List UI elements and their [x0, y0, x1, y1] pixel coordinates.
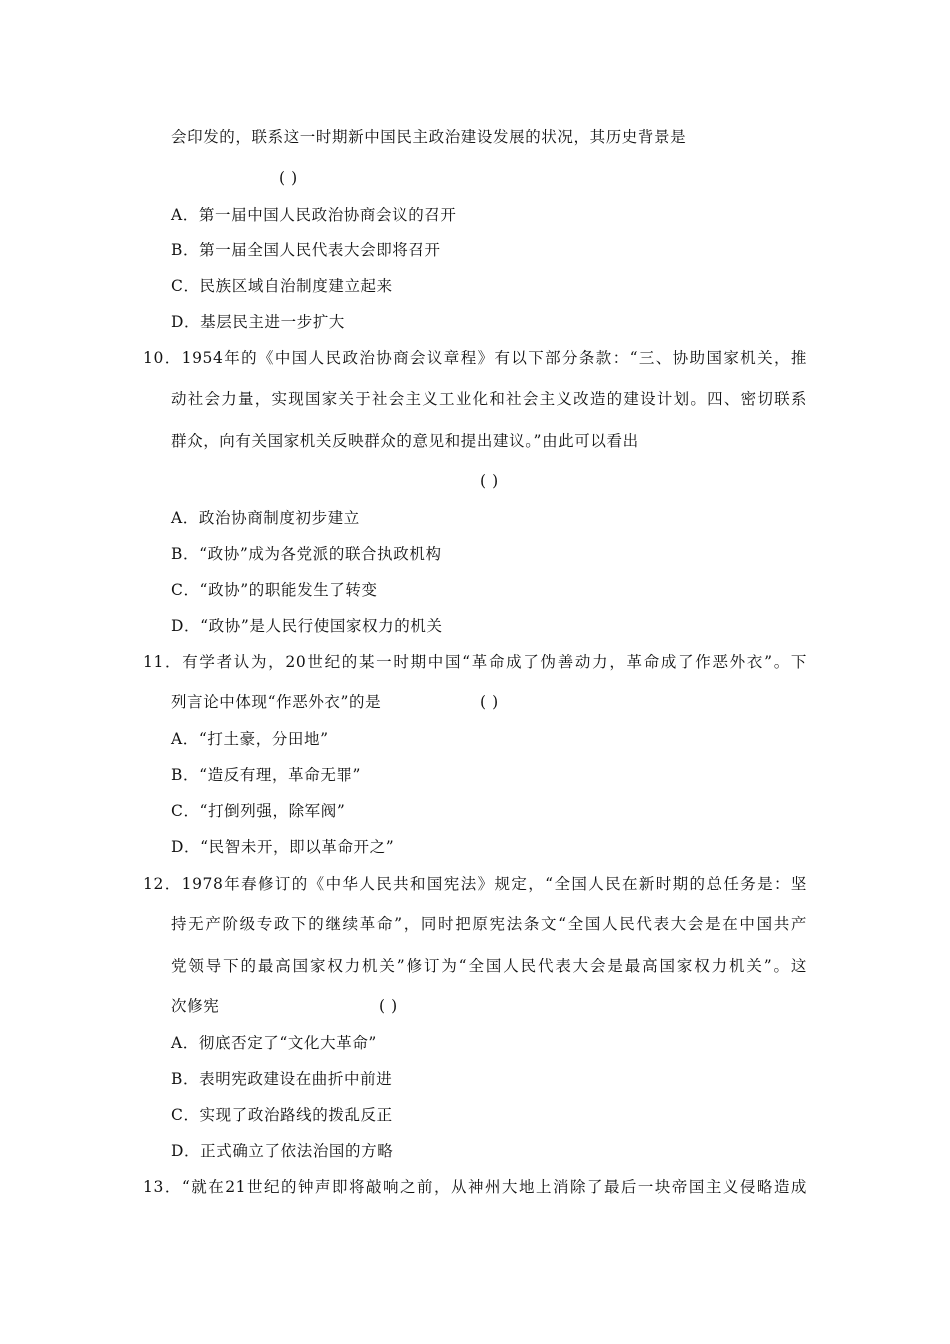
- q9-option-a: A．第一届中国人民政治协商会议的召开: [171, 206, 457, 224]
- q10-stem-line-2: 动社会力量，实现国家关于社会主义工业化和社会主义改造的建设计划。四、密切联系: [171, 390, 807, 408]
- q10-stem-line-3: 群众，向有关国家机关反映群众的意见和提出建议。”由此可以看出: [171, 432, 639, 450]
- q9-option-b: B．第一届全国人民代表大会即将召开: [171, 241, 441, 259]
- q11-option-d: D．“民智未开，即以革命开之”: [171, 838, 395, 856]
- q12-stem-line-2: 持无产阶级专政下的继续革命”，同时把原宪法条文“全国人民代表大会是在中国共产: [171, 915, 807, 933]
- q10-option-c: C．“政协”的职能发生了转变: [171, 581, 378, 599]
- q12-stem-line-1: 12．1978年春修订的《中华人民共和国宪法》规定，“全国人民在新时期的总任务是：坚: [143, 875, 807, 893]
- q12-option-c: C．实现了政治路线的拨乱反正: [171, 1106, 393, 1124]
- q9-option-c: C．民族区域自治制度建立起来: [171, 277, 393, 295]
- q9-stem-tail: 会印发的，联系这一时期新中国民主政治建设发展的状况，其历史背景是: [171, 128, 687, 146]
- q11-stem-line-1: 11．有学者认为，20世纪的某一时期中国“革命成了伪善动力，革命成了作恶外衣”。下: [143, 653, 807, 671]
- q10-option-a: A．政治协商制度初步建立: [171, 509, 360, 527]
- q11-option-b: B．“造反有理，革命无罪”: [171, 766, 362, 784]
- q11-stem-line-2: 列言论中体现“作恶外衣”的是: [171, 693, 382, 711]
- q10-option-b: B．“政协”成为各党派的联合执政机构: [171, 545, 442, 563]
- q13-stem-line-1: 13．“就在21世纪的钟声即将敲响之前，从神州大地上消除了最后一块帝国主义侵略造成: [143, 1178, 807, 1196]
- q11-option-a: A．“打土豪，分田地”: [171, 730, 329, 748]
- q12-answer-paren: ( ): [379, 997, 398, 1015]
- q9-option-d: D．基层民主进一步扩大: [171, 313, 346, 331]
- q12-option-a: A．彻底否定了“文化大革命”: [171, 1034, 377, 1052]
- q12-option-d: D．正式确立了依法治国的方略: [171, 1142, 394, 1160]
- q11-answer-paren: ( ): [480, 693, 499, 711]
- q10-option-d: D．“政协”是人民行使国家权力的机关: [171, 617, 443, 635]
- q11-option-c: C．“打倒列强，除军阀”: [171, 802, 346, 820]
- q12-option-b: B．表明宪政建设在曲折中前进: [171, 1070, 393, 1088]
- q12-stem-line-3: 党领导下的最高国家权力机关”修订为“全国人民代表大会是最高国家权力机关”。这: [171, 957, 807, 975]
- q12-stem-line-4: 次修宪: [171, 997, 220, 1015]
- q9-answer-paren: ( ): [279, 169, 298, 187]
- q10-answer-paren: ( ): [480, 472, 499, 490]
- q10-stem-line-1: 10．1954年的《中国人民政治协商会议章程》有以下部分条款：“三、协助国家机关，推: [143, 349, 807, 367]
